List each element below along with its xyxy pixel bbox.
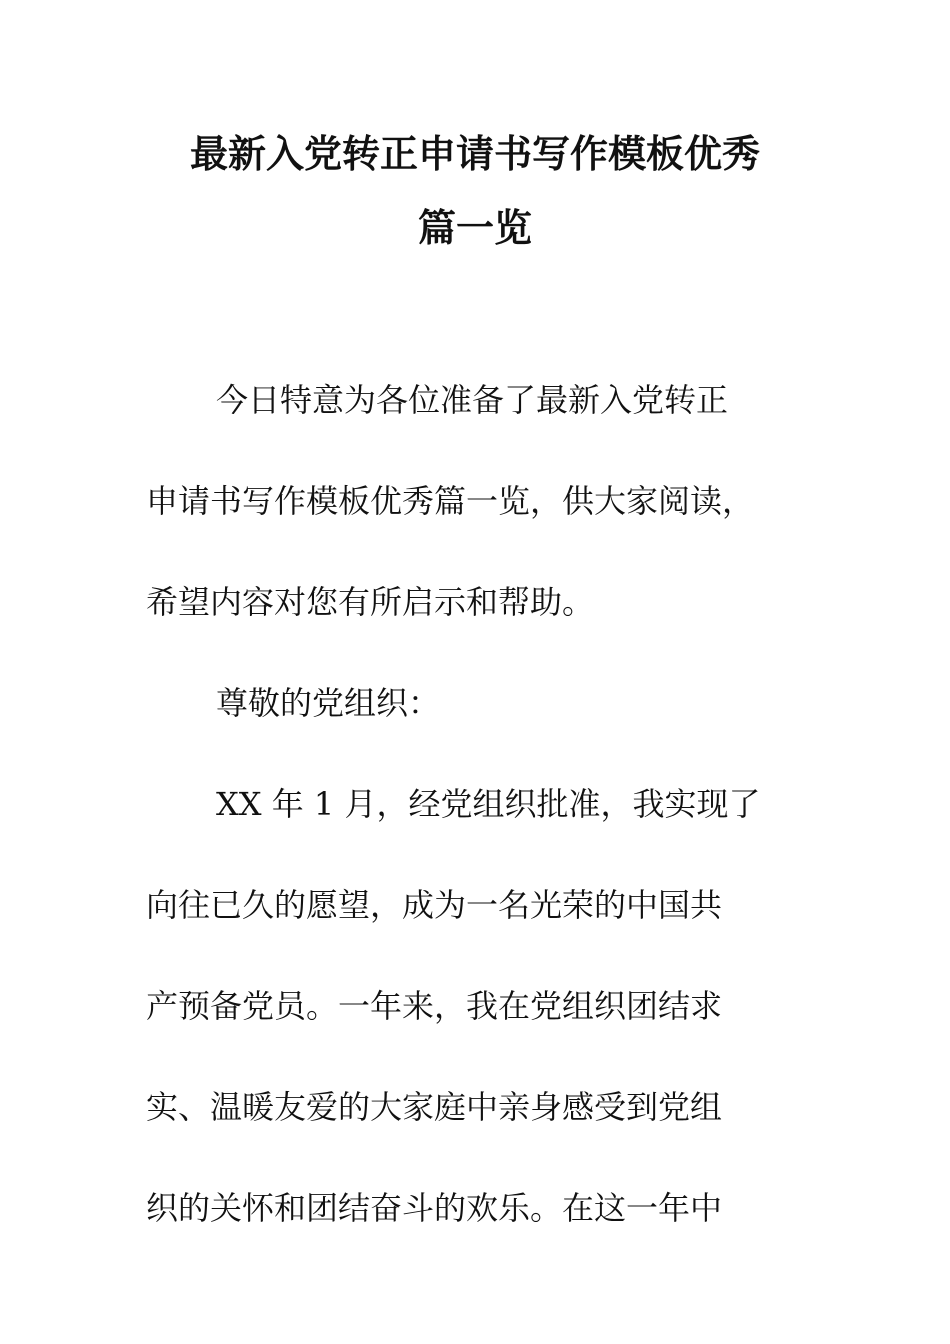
body-line: 向往已久的愿望，成为一名光荣的中国共: [146, 886, 723, 924]
body-line: 希望内容对您有所启示和帮助。: [146, 583, 595, 621]
body-line: XX 年 1 月，经党组织批准，我实现了: [216, 785, 761, 823]
document-title-line-2: 篇一览: [417, 205, 532, 250]
body-line: 申请书写作模板优秀篇一览，供大家阅读，: [146, 482, 755, 520]
body-line: 今日特意为各位准备了最新入党转正: [216, 381, 729, 419]
body-line: 织的关怀和团结奋斗的欢乐。在这一年中: [146, 1189, 723, 1227]
body-line: 实、温暖友爱的大家庭中亲身感受到党组: [146, 1088, 723, 1126]
document-title-line-1: 最新入党转正申请书写作模板优秀: [189, 131, 760, 176]
body-line: 产预备党员。一年来，我在党组织团结求: [146, 987, 723, 1025]
salutation-line: 尊敬的党组织：: [216, 684, 441, 722]
